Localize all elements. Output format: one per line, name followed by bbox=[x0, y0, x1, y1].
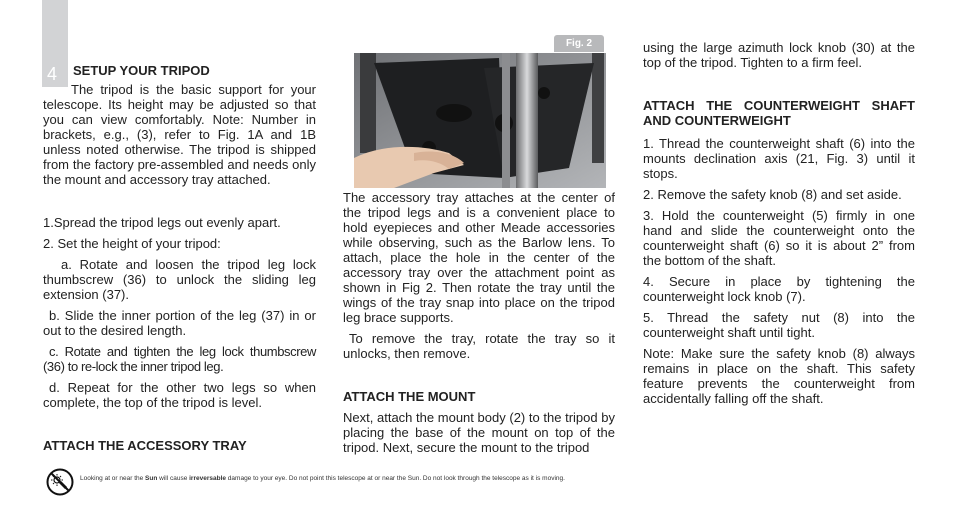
step-2d: d. Repeat for the other two legs so when complete, the top of the tripod is level. bbox=[43, 380, 316, 410]
heading-attach-mount: ATTACH THE MOUNT bbox=[343, 389, 476, 404]
column-middle bbox=[343, 190, 615, 455]
column-left bbox=[43, 63, 316, 453]
figure-label: Fig. 2 bbox=[554, 35, 604, 52]
column-right bbox=[643, 40, 915, 406]
step-1: 1.Spread the tripod legs out evenly apart. bbox=[43, 215, 281, 230]
counterweight-step-1: 1. Thread the counterweight shaft (6) into the mounts declination axis (21, Fig. 3) until it stops. bbox=[643, 136, 915, 181]
step-2: 2. Set the height of your tripod: bbox=[43, 236, 221, 251]
counterweight-step-4: 4. Secure in place by tightening the counterweight lock knob (7). bbox=[643, 274, 915, 304]
counterweight-step-5: 5. Thread the safety nut (8) into the counterweight shaft until tight. bbox=[643, 310, 915, 340]
sun-warning: Looking at or near the Sun will cause irreversable damage to your eye. Do not point this telescope at or near the Sun. Do not look through the telescope as it is moving. bbox=[80, 475, 565, 482]
azimuth-lock-paragraph: using the large azimuth lock knob (30) at the top of the tripod. Tighten to a firm feel. bbox=[643, 40, 915, 70]
counterweight-step-3: 3. Hold the counterweight (5) firmly in one hand and slide the counterweight onto the counterweight shaft (6) so it is about 2” from the bottom of the shaft. bbox=[643, 208, 915, 268]
figure-accessory-tray-photo bbox=[354, 53, 606, 188]
safety-note: Note: Make sure the safety knob (8) always remains in place on the shaft. This safety feature prevents the counterweight from accidentally falling off the shaft. bbox=[643, 346, 915, 406]
heading-counterweight: ATTACH THE COUNTERWEIGHT SHAFT AND COUNTERWEIGHT bbox=[643, 98, 915, 128]
counterweight-step-2: 2. Remove the safety knob (8) and set aside. bbox=[643, 187, 902, 202]
page-number: 4 bbox=[47, 64, 58, 84]
heading-setup-tripod: SETUP YOUR TRIPOD bbox=[73, 63, 210, 78]
remove-tray-paragraph: To remove the tray, rotate the tray so it unlocks, then remove. bbox=[343, 331, 615, 361]
step-2c: c. Rotate and tighten the leg lock thumbscrew (36) to re-lock the inner tripod leg. bbox=[43, 344, 316, 374]
step-2a: a. Rotate and loosen the tripod leg lock thumbscrew (36) to unlock the sliding leg extension (37). bbox=[43, 257, 316, 302]
step-2b: b. Slide the inner portion of the leg (37) in or out to the desired length. bbox=[43, 308, 316, 338]
heading-accessory-tray: ATTACH THE ACCESSORY TRAY bbox=[43, 438, 247, 453]
attach-mount-paragraph: Next, attach the mount body (2) to the tripod by placing the base of the mount on top of the tripod. Next, secure the mount to the tripod bbox=[343, 410, 615, 455]
no-sun-icon bbox=[46, 468, 74, 496]
accessory-tray-paragraph: The accessory tray attaches at the center of the tripod legs and is a convenient place to hold eyepieces and other Meade accessories while observing, such as the Barlow lens. To attach, place the hole in the center of the accessory tray over the attachment point as shown in Fig 2. Then rotate the tray until the wings of the tray snap into place on the tripod leg brace supports. bbox=[343, 190, 615, 325]
tripod-intro: The tripod is the basic support for your telescope. Its height may be adjusted so that you can view comfortably. Note: Number in brackets, e.g., (3), refer to Fig. 1A and 1B unless noted otherwise. The tripod is shipped from the factory pre-assembled and needs only the mount and accessory tray attached. bbox=[43, 82, 316, 187]
